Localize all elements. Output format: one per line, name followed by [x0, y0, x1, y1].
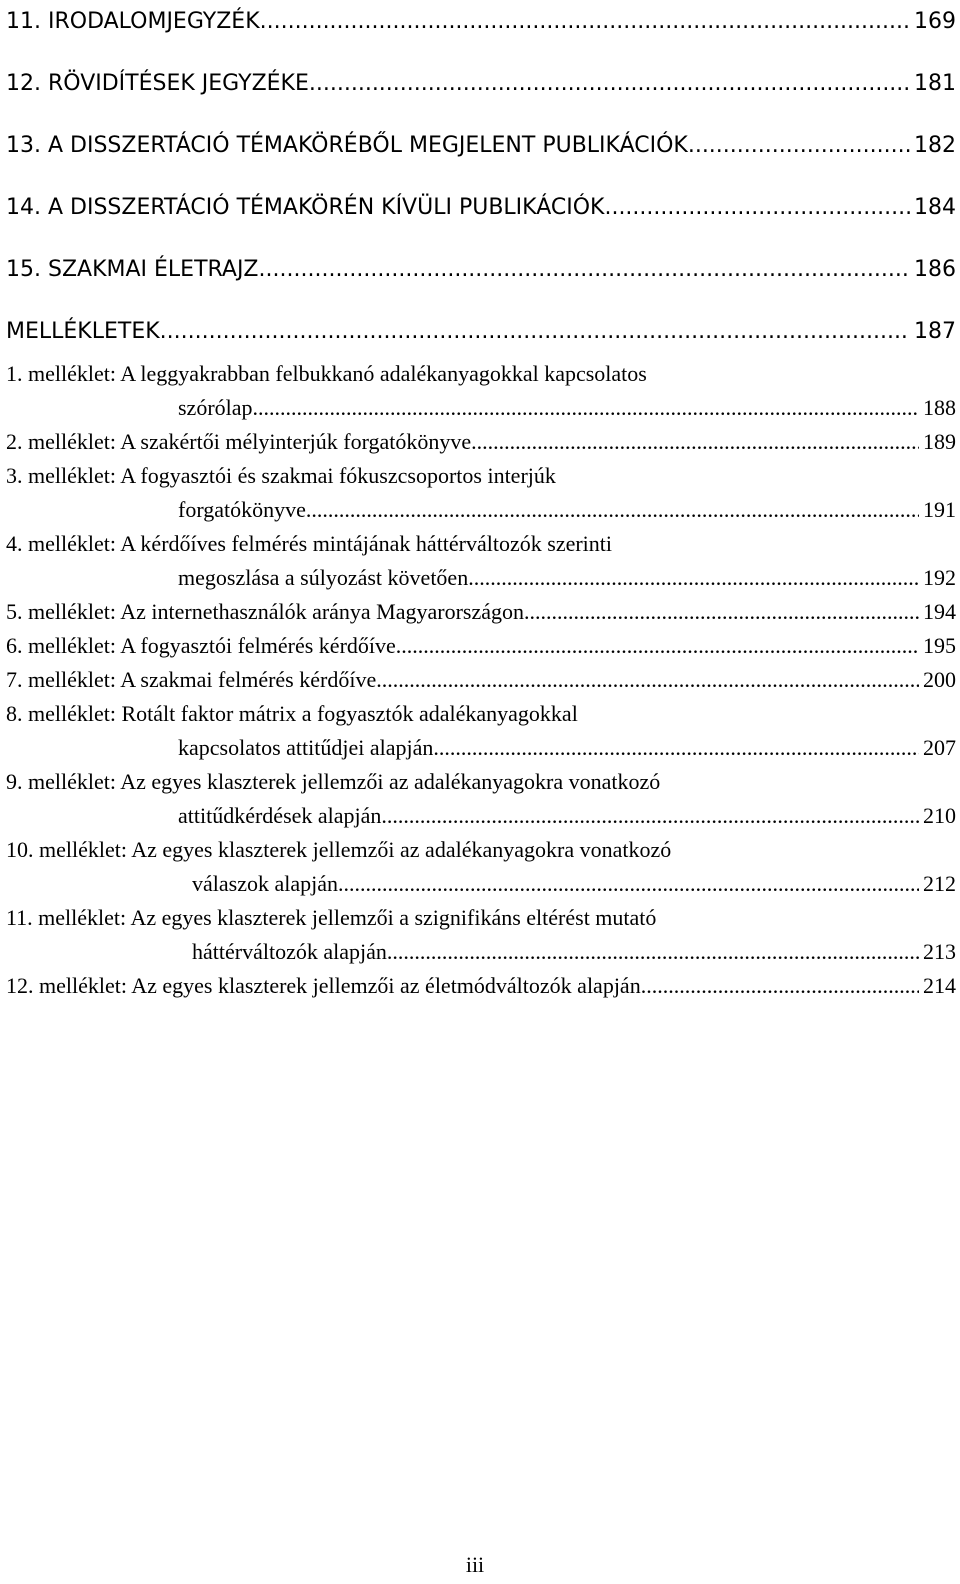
- appendix-page: 200: [923, 667, 956, 692]
- appendix-entry: [6, 595, 956, 629]
- appendix-page: 192: [923, 565, 956, 590]
- appendix-page: 213: [923, 939, 956, 964]
- appendix-line-cont: [6, 867, 956, 901]
- leader-dots: [338, 867, 919, 901]
- appendix-entry: [6, 527, 956, 595]
- appendix-line: 3. melléklet: A fogyasztói és szakmai fókuszcsoportos interjúk: [6, 463, 556, 488]
- leader-dots: [381, 799, 919, 833]
- appendix-page: 212: [923, 871, 956, 896]
- appendix-page: 214: [923, 973, 956, 998]
- toc-entry: [6, 66, 956, 101]
- leader-dots: [253, 391, 919, 425]
- appendix-entry: [6, 901, 956, 969]
- appendix-page: 195: [923, 633, 956, 658]
- toc-entry-page: 181: [914, 71, 956, 96]
- leader-dots: [309, 66, 910, 101]
- toc-entry: [6, 190, 956, 225]
- appendix-page: 188: [923, 395, 956, 420]
- appendix-entry: [6, 697, 956, 765]
- appendix-entry: [6, 765, 956, 833]
- appendix-label: 6. melléklet: A fogyasztói felmérés kérdőíve: [6, 633, 396, 658]
- page-number: iii: [465, 1552, 485, 1577]
- toc-entry-label: 14. A DISSZERTÁCIÓ TÉMAKÖRÉN KÍVÜLI PUBLIKÁCIÓK: [6, 195, 605, 220]
- appendix-label: 2. melléklet: A szakértői mélyinterjúk forgatókönyve: [6, 429, 472, 454]
- toc-entry-page: 187: [914, 319, 956, 344]
- toc-entry-page: 169: [914, 9, 956, 34]
- toc-entry-label: MELLÉKLETEK: [6, 319, 160, 344]
- leader-dots: [471, 425, 919, 459]
- appendix-line-cont: [6, 731, 956, 765]
- toc-entry-label: 11. IRODALOMJEGYZÉK: [6, 9, 260, 34]
- appendix-label-cont: attitűdkérdések alapján: [178, 803, 382, 828]
- toc-entry-page: 182: [914, 133, 956, 158]
- leader-dots: [376, 663, 919, 697]
- leader-dots: [396, 629, 919, 663]
- appendix-label-cont: háttérváltozók alapján: [192, 939, 387, 964]
- toc-entry-page: 186: [914, 257, 956, 282]
- appendix-page: 210: [923, 803, 956, 828]
- appendix-entry: [6, 663, 956, 697]
- leader-dots: [387, 935, 919, 969]
- appendix-line-cont: [6, 799, 956, 833]
- appendix-line: 1. melléklet: A leggyakrabban felbukkanó adalékanyagokkal kapcsolatos: [6, 361, 647, 386]
- leader-dots: [604, 190, 910, 225]
- appendix-entry: [6, 833, 956, 901]
- leader-dots: [688, 128, 910, 163]
- appendix-page: 189: [923, 429, 956, 454]
- leader-dots: [641, 969, 919, 1003]
- leader-dots: [524, 595, 919, 629]
- appendix-label: 7. melléklet: A szakmai felmérés kérdőíve: [6, 667, 377, 692]
- appendix-entry: [6, 629, 956, 663]
- toc-main-section: [6, 4, 956, 349]
- leader-dots: [260, 4, 910, 39]
- appendix-label-cont: válaszok alapján: [192, 871, 338, 896]
- appendix-line-cont: [6, 935, 956, 969]
- toc-entry-page: 184: [914, 195, 956, 220]
- appendix-line: 10. melléklet: Az egyes klaszterek jellemzői az adalékanyagokra vonatkozó: [6, 837, 672, 862]
- appendix-line: 4. melléklet: A kérdőíves felmérés mintájának háttérváltozók szerinti: [6, 531, 613, 556]
- appendix-entry: [6, 969, 956, 1003]
- appendix-label-cont: szórólap: [178, 395, 253, 420]
- appendix-entry: [6, 356, 956, 425]
- toc-entry-label: 13. A DISSZERTÁCIÓ TÉMAKÖRÉBŐL MEGJELENT PUBLIKÁCIÓK: [6, 133, 688, 158]
- appendix-label: 12. melléklet: Az egyes klaszterek jellemzői az életmódváltozók alapján: [6, 973, 641, 998]
- toc-entry: [6, 252, 956, 287]
- leader-dots: [468, 561, 919, 595]
- appendix-line-cont: [6, 493, 956, 527]
- appendix-line-cont: [6, 561, 956, 595]
- toc-entry: [6, 128, 956, 163]
- appendix-label-cont: forgatókönyve: [178, 497, 306, 522]
- leader-dots: [259, 252, 910, 287]
- appendix-label: 5. melléklet: Az internethasználók aránya Magyarországon: [6, 599, 525, 624]
- appendix-page: 191: [923, 497, 956, 522]
- appendix-line: 8. melléklet: Rotált faktor mátrix a fogyasztók adalékanyagokkal: [6, 701, 578, 726]
- appendix-label-cont: megoszlása a súlyozást követően: [178, 565, 469, 590]
- appendix-page: 194: [923, 599, 956, 624]
- appendix-label-cont: kapcsolatos attitűdjei alapján: [178, 735, 434, 760]
- appendix-entry: [6, 459, 956, 527]
- leader-dots: [160, 314, 910, 349]
- toc-entry-label: 12. RÖVIDÍTÉSEK JEGYZÉKE: [6, 71, 309, 96]
- leader-dots: [306, 493, 919, 527]
- appendix-line: 9. melléklet: Az egyes klaszterek jellemzői az adalékanyagokra vonatkozó: [6, 769, 661, 794]
- appendix-line-cont: [6, 391, 956, 425]
- toc-entry-mellekletek: [6, 314, 956, 349]
- appendix-entry: [6, 425, 956, 459]
- toc-appendix-section: [6, 356, 956, 1003]
- leader-dots: [433, 731, 919, 765]
- toc-entry: [6, 4, 956, 39]
- appendix-page: 207: [923, 735, 956, 760]
- appendix-line: 11. melléklet: Az egyes klaszterek jellemzői a szignifikáns eltérést mutató: [6, 905, 657, 930]
- toc-entry-label: 15. SZAKMAI ÉLETRAJZ: [6, 257, 259, 282]
